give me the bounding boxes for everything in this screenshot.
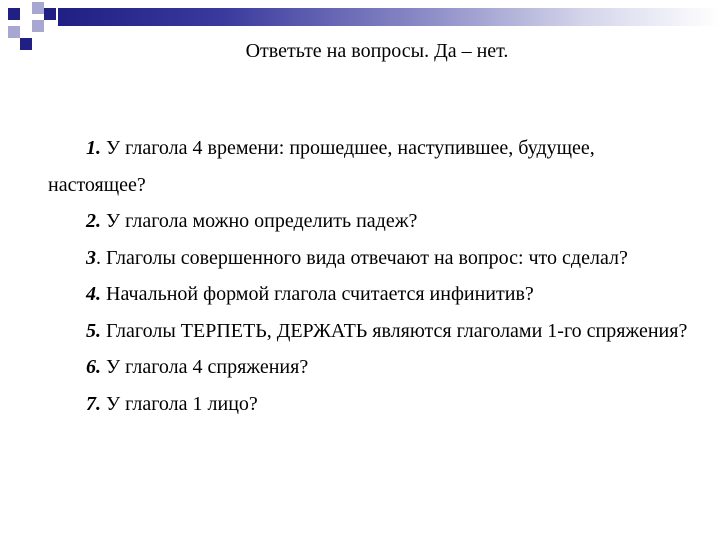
question-item xyxy=(48,130,688,203)
question-text: Начальной формой глагола считается инфинитив? xyxy=(101,283,534,305)
question-text: У глагола 4 спряжения? xyxy=(101,356,309,378)
slide-title: Ответьте на вопросы. Да – нет. xyxy=(245,40,509,62)
header-gradient-bar xyxy=(58,8,720,26)
decor-square xyxy=(32,2,44,14)
question-number: 1. xyxy=(86,137,101,159)
decor-square xyxy=(8,26,20,38)
decor-square xyxy=(44,8,56,20)
question-number: 6. xyxy=(86,356,101,378)
question-item xyxy=(48,349,688,386)
question-number: 4. xyxy=(86,283,101,305)
question-text: Глаголы ТЕРПЕТЬ, ДЕРЖАТЬ являются глаголами 1-го спряжения? xyxy=(101,319,688,342)
question-number: 2. xyxy=(86,210,101,232)
question-text: . Глаголы совершенного вида отвечают на вопрос: что сделал? xyxy=(96,246,628,269)
question-number: 3 xyxy=(86,246,96,269)
question-text: У глагола можно определить падеж? xyxy=(101,210,418,232)
decor-square xyxy=(8,8,20,20)
question-item xyxy=(48,313,688,350)
question-number: 5. xyxy=(86,319,101,342)
question-text: У глагола 1 лицо? xyxy=(101,392,258,415)
question-item xyxy=(48,240,688,277)
decor-square xyxy=(32,20,44,32)
question-list xyxy=(48,130,688,422)
question-item xyxy=(48,276,688,313)
question-item xyxy=(48,203,688,240)
question-number: 7. xyxy=(86,392,101,415)
question-text: У глагола 4 времени: прошедшее, наступившее, будущее, настоящее? xyxy=(48,137,595,196)
question-item xyxy=(48,386,688,423)
